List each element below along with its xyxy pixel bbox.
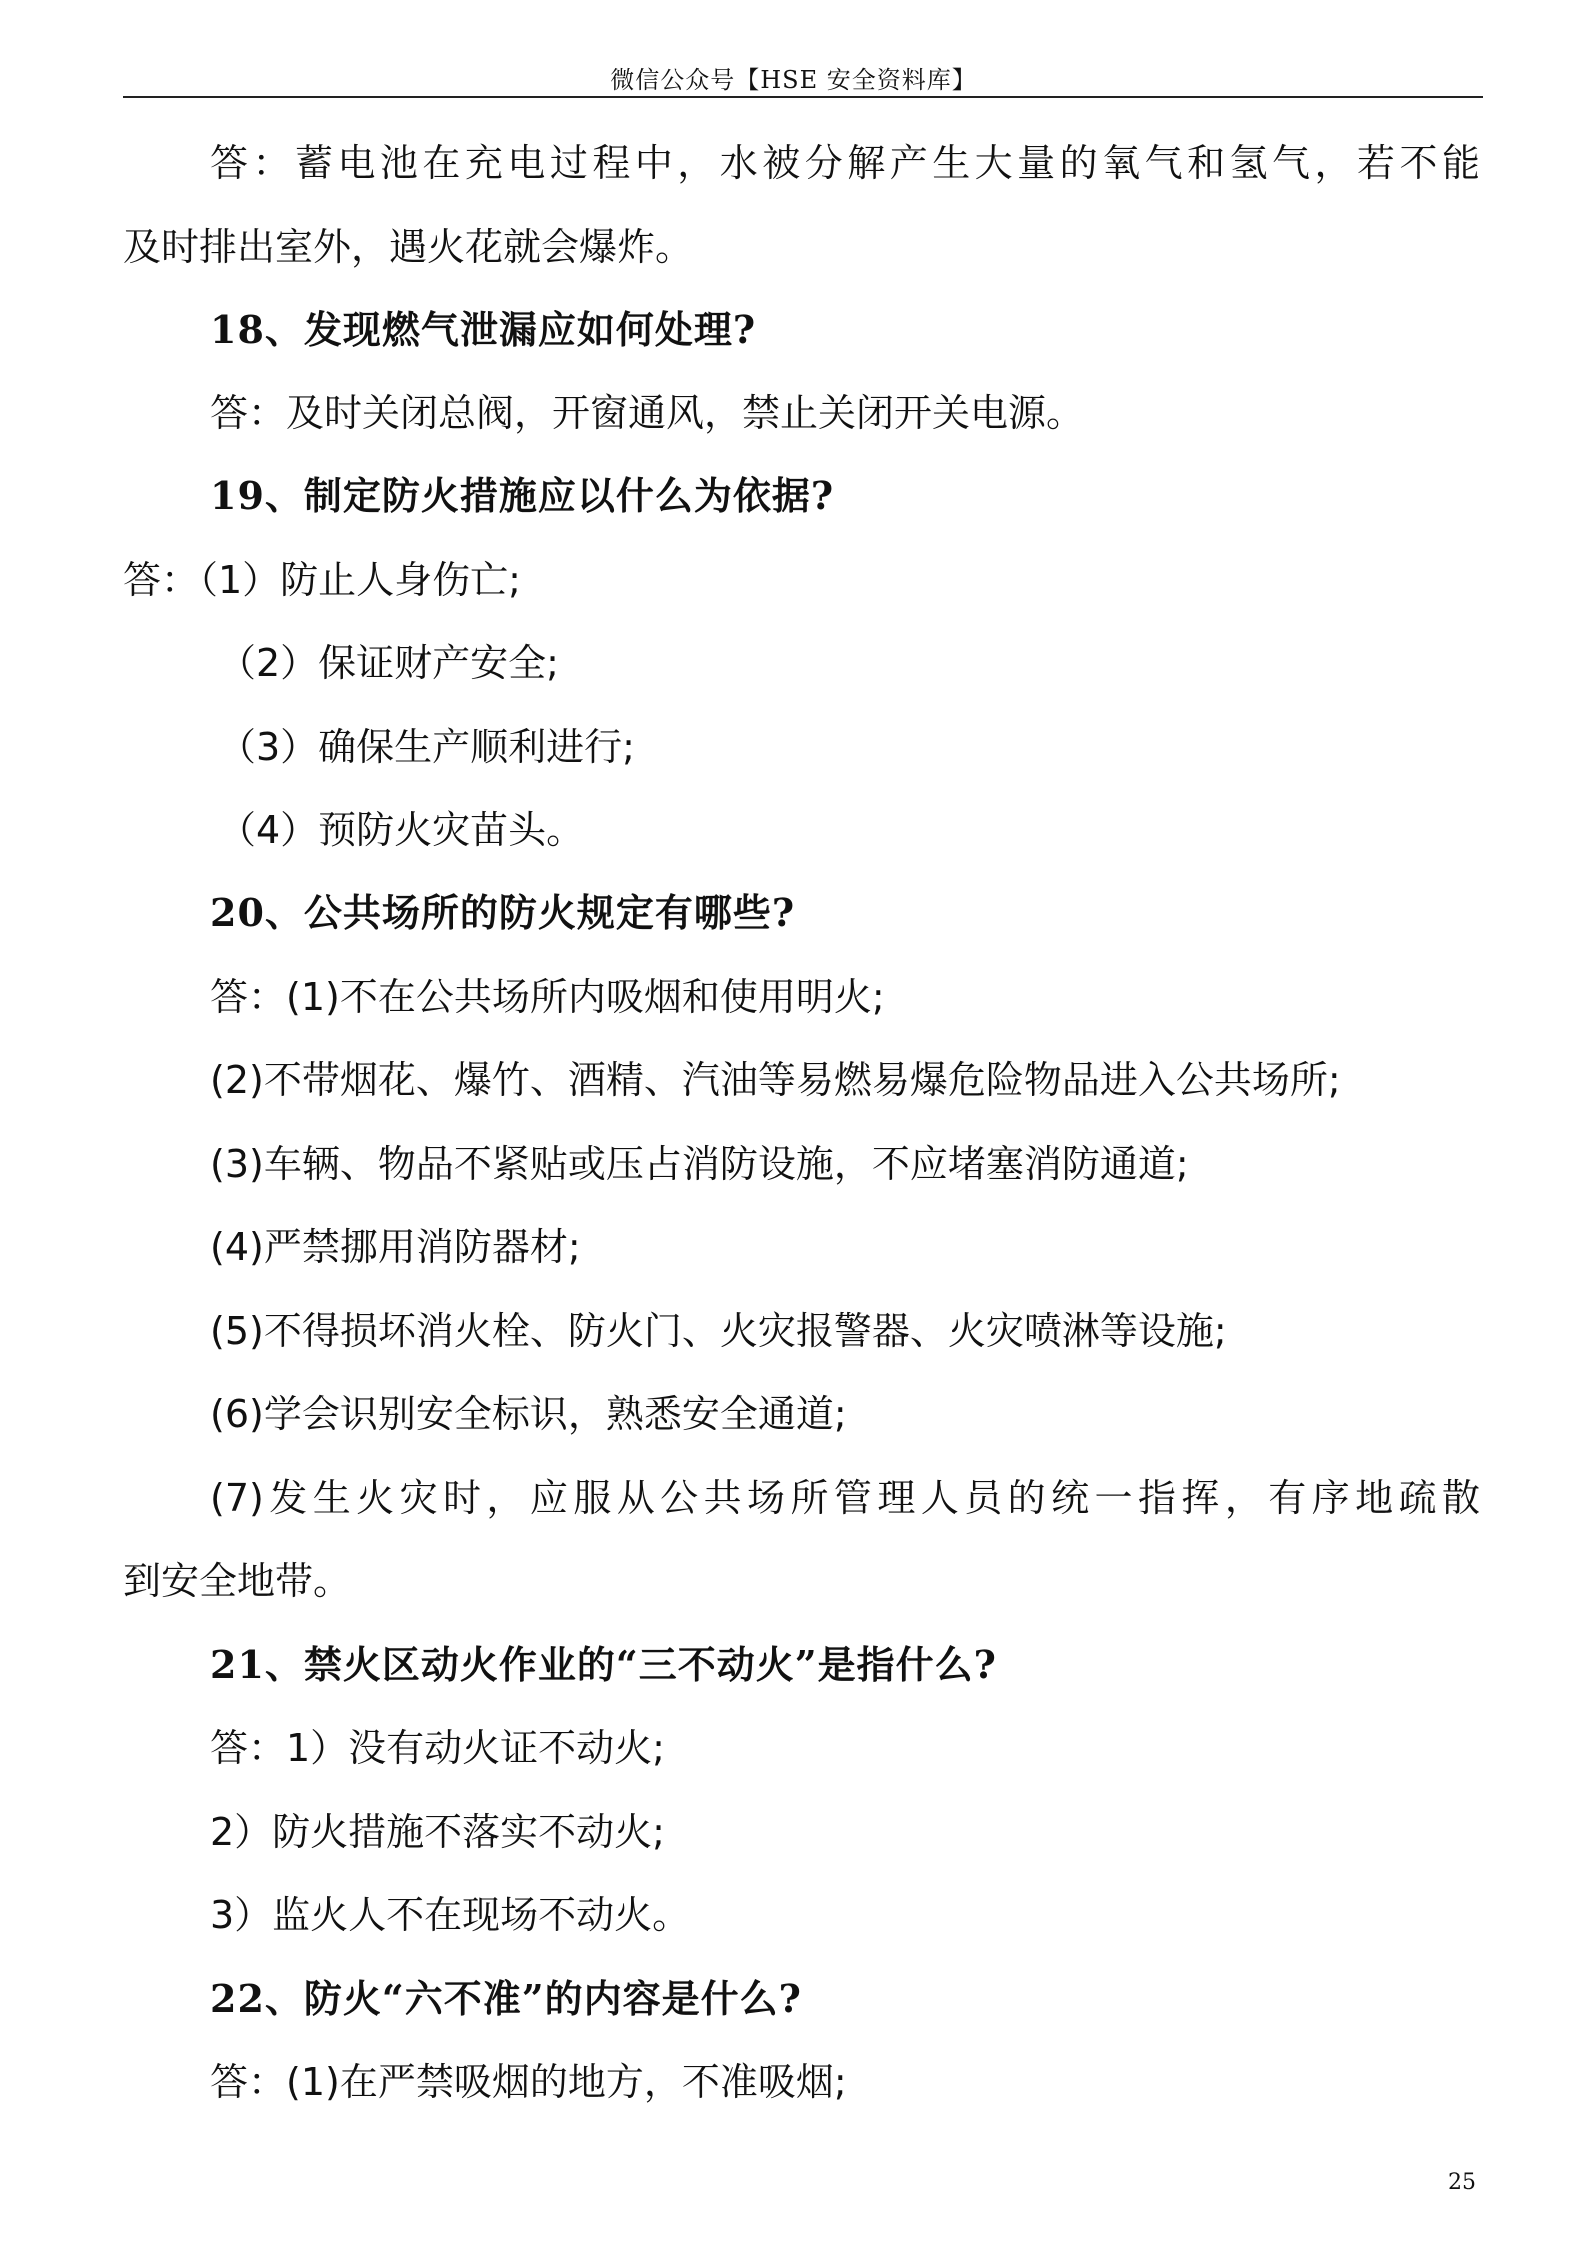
answer-line: （4）预防火灾苗头。 (218, 808, 585, 852)
answer-line: （2）保证财产安全; (218, 641, 559, 685)
answer-line: 到安全地带。 (123, 1559, 352, 1603)
answer-line: 答：及时关闭总阀，开窗通风，禁止关闭开关电源。 (210, 391, 1085, 435)
question-heading: 18、发现燃气泄漏应如何处理? (210, 307, 757, 352)
answer-line: 答：(1)不在公共场所内吸烟和使用明火; (210, 975, 885, 1019)
answer-line: 及时排出室外，遇火花就会爆炸。 (123, 225, 694, 269)
answer-line: （3）确保生产顺利进行; (218, 725, 635, 769)
question-heading: 22、防火“六不准”的内容是什么? (210, 1976, 802, 2021)
answer-line: 答：（1）防止人身伤亡; (123, 558, 521, 602)
answer-line: 2）防火措施不落实不动火; (210, 1810, 665, 1854)
answer-line: (4)严禁挪用消防器材; (210, 1225, 581, 1269)
page-number: 25 (1448, 2170, 1476, 2195)
question-heading: 20、公共场所的防火规定有哪些? (210, 890, 796, 935)
question-heading: 19、制定防火措施应以什么为依据? (210, 473, 835, 518)
answer-line: 答：1）没有动火证不动火; (210, 1726, 665, 1770)
answer-line: 3）监火人不在现场不动火。 (210, 1893, 691, 1937)
answer-line: (5)不得损坏消火栓、防火门、火灾报警器、火灾喷淋等设施; (210, 1309, 1227, 1353)
answer-line: (3)车辆、物品不紧贴或压占消防设施，不应堵塞消防通道; (210, 1142, 1189, 1186)
page-header: 微信公众号【HSE 安全资料库】 (610, 66, 977, 94)
question-heading: 21、禁火区动火作业的“三不动火”是指什么? (210, 1642, 997, 1687)
answer-line: 答：蓄电池在充电过程中，水被分解产生大量的氧气和氢气，若不能 (210, 141, 1480, 185)
answer-line: (7)发生火灾时，应服从公共场所管理人员的统一指挥，有序地疏散 (210, 1476, 1480, 1520)
answer-line: 答：(1)在严禁吸烟的地方，不准吸烟; (210, 2060, 847, 2104)
answer-line: (2)不带烟花、爆竹、酒精、汽油等易燃易爆危险物品进入公共场所; (210, 1058, 1341, 1102)
answer-line: (6)学会识别安全标识，熟悉安全通道; (210, 1392, 847, 1436)
